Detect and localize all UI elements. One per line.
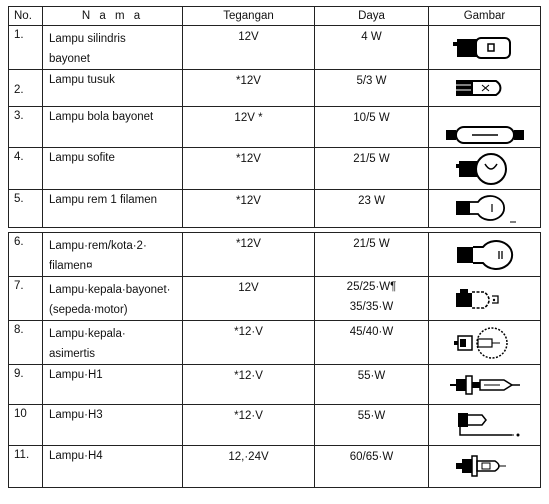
row-voltage: 12V	[183, 26, 315, 70]
row-name-line: Lampu·H1	[49, 369, 103, 381]
row-power	[315, 233, 429, 277]
row-name-line: Lampu·rem/kota·2·	[49, 240, 147, 252]
row-name-line: filamen¤	[49, 260, 93, 272]
row-no	[9, 70, 43, 107]
row-no: 10	[9, 405, 43, 446]
row-no: 9.	[9, 365, 43, 405]
asymmetric-headlamp-bulb-icon	[452, 325, 518, 361]
row-picture	[429, 70, 541, 107]
dual-filament-brake-bulb-icon	[453, 239, 517, 271]
row-picture	[429, 277, 541, 321]
row-voltage: *12V	[183, 233, 315, 277]
table-row	[9, 190, 541, 228]
table-row	[9, 446, 541, 488]
row-name-line: (sepeda·motor)	[49, 304, 128, 316]
h1-halogen-bulb-icon	[448, 374, 522, 396]
table-row	[9, 405, 541, 446]
table-row	[9, 233, 541, 277]
row-name-line: Lampu·H3	[49, 409, 103, 421]
table-row	[9, 107, 541, 148]
row-voltage: *12V	[183, 148, 315, 190]
sofite-bulb-icon	[455, 152, 515, 186]
row-power-line: 10/5 W	[353, 112, 390, 124]
row-power	[315, 148, 429, 190]
row-power	[315, 277, 429, 321]
row-name	[43, 446, 183, 488]
row-name-line: Lampu rem 1 filamen	[49, 194, 158, 206]
row-voltage: *12V	[183, 70, 315, 107]
row-no: 4.	[9, 148, 43, 190]
row-picture	[429, 365, 541, 405]
row-power	[315, 446, 429, 488]
row-name	[43, 148, 183, 190]
row-name-line: Lampu sofite	[49, 152, 115, 164]
row-power	[315, 321, 429, 365]
row-picture	[429, 190, 541, 228]
row-no: 1.	[9, 26, 43, 70]
row-no: 3.	[9, 107, 43, 148]
row-name	[43, 365, 183, 405]
row-picture	[429, 107, 541, 148]
row-power-line: 60/65·W	[349, 451, 394, 463]
header-tegangan: Tegangan	[183, 7, 315, 26]
row-power-line: 21/5 W	[353, 238, 390, 250]
header-no: No.	[9, 7, 43, 26]
row-power	[315, 365, 429, 405]
row-picture	[429, 405, 541, 446]
row-power	[315, 405, 429, 446]
row-name	[43, 277, 183, 321]
row-power-line: 35/35·W	[349, 301, 394, 313]
row-power	[315, 190, 429, 228]
row-no: 11.	[9, 446, 43, 488]
row-picture	[429, 233, 541, 277]
row-picture	[429, 26, 541, 70]
row-power-line: 21/5 W	[353, 153, 390, 165]
row-voltage: *12·V	[183, 321, 315, 365]
table-row	[9, 277, 541, 321]
row-power-line: 5/3 W	[356, 75, 387, 87]
row-voltage: 12V *	[183, 107, 315, 148]
row-power-line: 45/40·W	[349, 326, 394, 338]
cylindrical-bayonet-bulb-icon	[452, 35, 518, 61]
single-filament-brake-bulb-icon	[448, 194, 522, 224]
row-no: 8.	[9, 321, 43, 365]
row-voltage: *12·V	[183, 365, 315, 405]
table-row	[9, 26, 541, 70]
row-name	[43, 70, 183, 107]
row-power-line: 55·W	[357, 410, 386, 422]
row-name-line: Lampu·H4	[49, 450, 103, 462]
row-no: 6.	[9, 233, 43, 277]
header-daya: Daya	[315, 7, 429, 26]
row-power-line: 4 W	[361, 31, 382, 43]
row-power-line: 25/25·W¶	[346, 281, 397, 293]
table-row	[9, 365, 541, 405]
table-row	[9, 70, 541, 107]
header-nama: N a m a	[43, 7, 183, 26]
row-power	[315, 107, 429, 148]
lamp-table	[8, 6, 541, 488]
row-no: 5.	[9, 190, 43, 228]
header-gambar: Gambar	[429, 7, 541, 26]
table-row	[9, 148, 541, 190]
row-name-line: Lampu·kepala·	[49, 328, 126, 340]
h3-halogen-bulb-icon	[446, 409, 524, 441]
row-power-line: 55·W	[357, 370, 386, 382]
row-name-line: Lampu silindris	[49, 33, 126, 45]
row-name	[43, 321, 183, 365]
h4-halogen-bulb-icon	[452, 453, 518, 481]
row-voltage: 12,·24V	[183, 446, 315, 488]
row-picture	[429, 446, 541, 488]
row-name-line: asimertis	[49, 348, 96, 360]
row-name	[43, 233, 183, 277]
row-name	[43, 26, 183, 70]
row-name	[43, 405, 183, 446]
row-power	[315, 26, 429, 70]
row-no: 7.	[9, 277, 43, 321]
row-name-line: Lampu·kepala·bayonet·	[49, 284, 171, 296]
row-voltage: 12V	[183, 277, 315, 321]
row-voltage: *12·V	[183, 405, 315, 446]
row-picture	[429, 321, 541, 365]
row-name	[43, 107, 183, 148]
row-voltage: *12V	[183, 190, 315, 228]
motorcycle-headlamp-bulb-icon	[452, 285, 518, 313]
wedge-bulb-icon	[454, 74, 516, 102]
row-power-line: 23 W	[358, 195, 385, 207]
table-row	[9, 321, 541, 365]
row-no-text: 2.	[14, 84, 24, 96]
row-name-line: bayonet	[49, 53, 90, 65]
row-picture	[429, 148, 541, 190]
header-row	[9, 7, 541, 26]
row-power	[315, 70, 429, 107]
row-name-line: Lampu tusuk	[49, 74, 115, 86]
festoon-bulb-icon	[444, 123, 526, 147]
row-name-line: Lampu bola bayonet	[49, 111, 154, 123]
row-name	[43, 190, 183, 228]
